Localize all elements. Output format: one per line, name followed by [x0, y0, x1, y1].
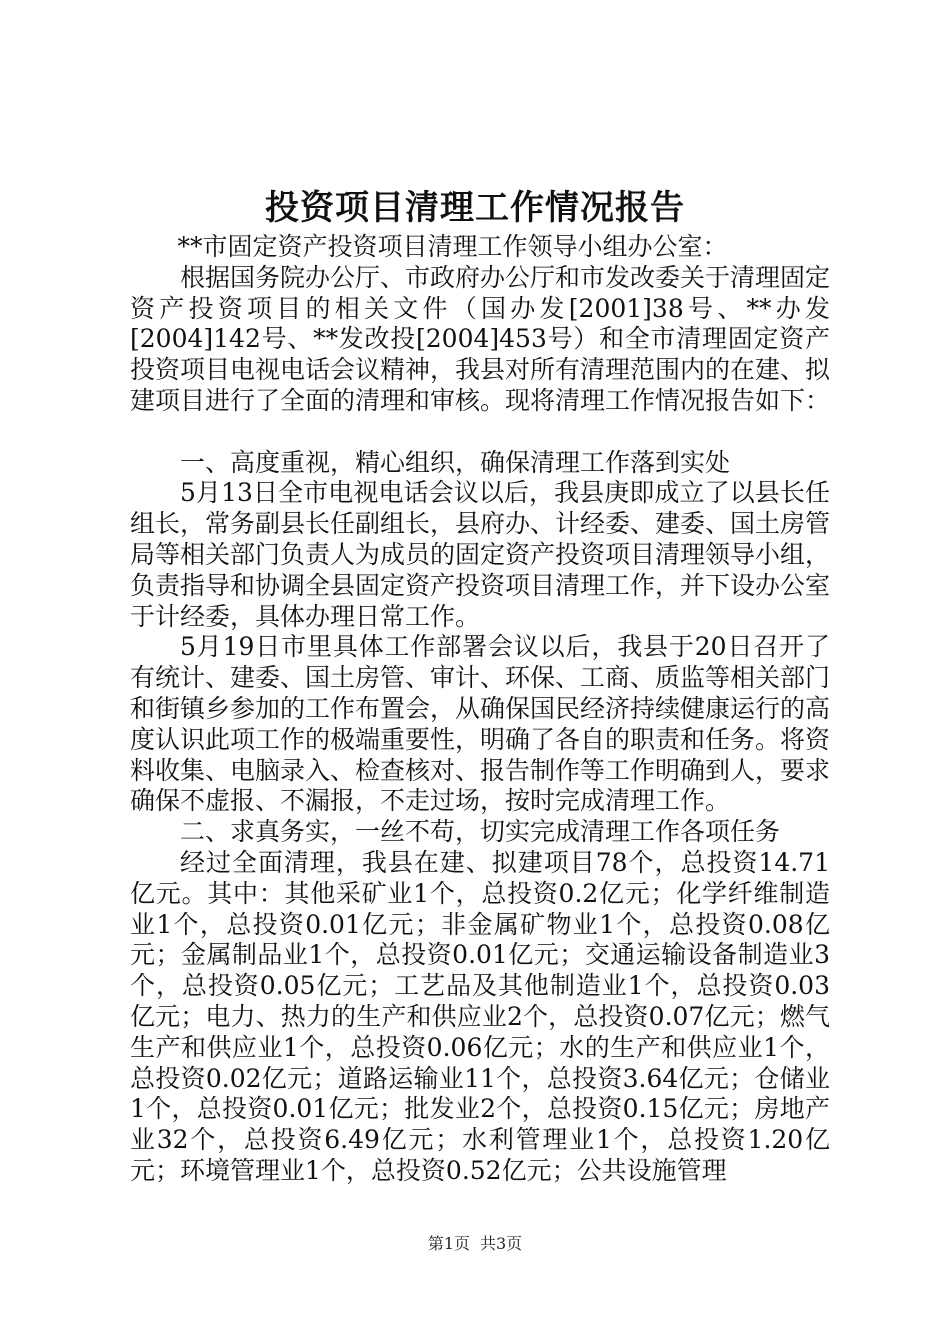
page-number: 第1页 [427, 1234, 470, 1253]
page-footer [0, 1234, 950, 1254]
section-heading-2: 二、求真务实，一丝不苟，切实完成清理工作各项任务 [180, 817, 781, 847]
document-body [130, 232, 830, 1187]
intro-paragraph: 根据国务院办公厅、市政府办公厅和市发改委关于清理固定资产投资项目的相关文件（国办发[2001]38号、**办发[2004]142号、**发改投[2004]453号）和全市清理固定资产投资项目电视电话会议精神，我县对所有清理范围内的在建、拟建项目进行了全面的清理和审核。现将清理工作情况报告如下： [130, 262, 831, 415]
document-title: 投资项目清理工作情况报告 [265, 188, 685, 228]
body-paragraph-3: 经过全面清理，我县在建、拟建项目78个，总投资14.71亿元。其中：其他采矿业1个，总投资0.2亿元；化学纤维制造业1个，总投资0.01亿元；非金属矿物业1个，总投资0.08亿元；金属制品业1个，总投资0.01亿元；交通运输设备制造业3个，总投资0.05亿元；工艺品及其他制造业1个，总投资0.03亿元；电力、热力的生产和供应业2个，总投资0.07亿元；燃气生产和供应业1个，总投资0.06亿元；水的生产和供应业1个，总投资0.02亿元；道路运输业11个，总投资3.64亿元；仓储业1个，总投资0.01亿元；批发业2个，总投资0.15亿元；房地产业32个，总投资6.49亿元；水利管理业1个，总投资1.20亿元；环境管理业1个，总投资0.52亿元；公共设施管理 [130, 847, 830, 1185]
addressee-line: **市固定资产投资项目清理工作领导小组办公室： [177, 232, 728, 261]
page-total: 共3页 [480, 1234, 523, 1253]
paragraph-gap [130, 417, 830, 448]
body-paragraph-2: 5月19日市里具体工作部署会议以后，我县于20日召开了有统计、建委、国土房管、审计、环保、工商、质监等相关部门和街镇乡参加的工作布置会，从确保国民经济持续健康运行的高度认识此项工作的极端重要性，明确了各自的职责和任务。将资料收集、电脑录入、检查核对、报告制作等工作明确到人，要求确保不虚报、不漏报，不走过场，按时完成清理工作。 [130, 632, 831, 816]
body-paragraph-1: 5月13日全市电视电话会议以后，我县庚即成立了以县长任组长，常务副县长任副组长，县府办、计经委、建委、国土房管局等相关部门负责人为成员的固定资产投资项目清理领导小组，负责指导和协调全县固定资产投资项目清理工作，并下设办公室于计经委，具体办理日常工作。 [130, 478, 831, 631]
section-heading-1: 一、高度重视，精心组织，确保清理工作落到实处 [180, 447, 731, 477]
